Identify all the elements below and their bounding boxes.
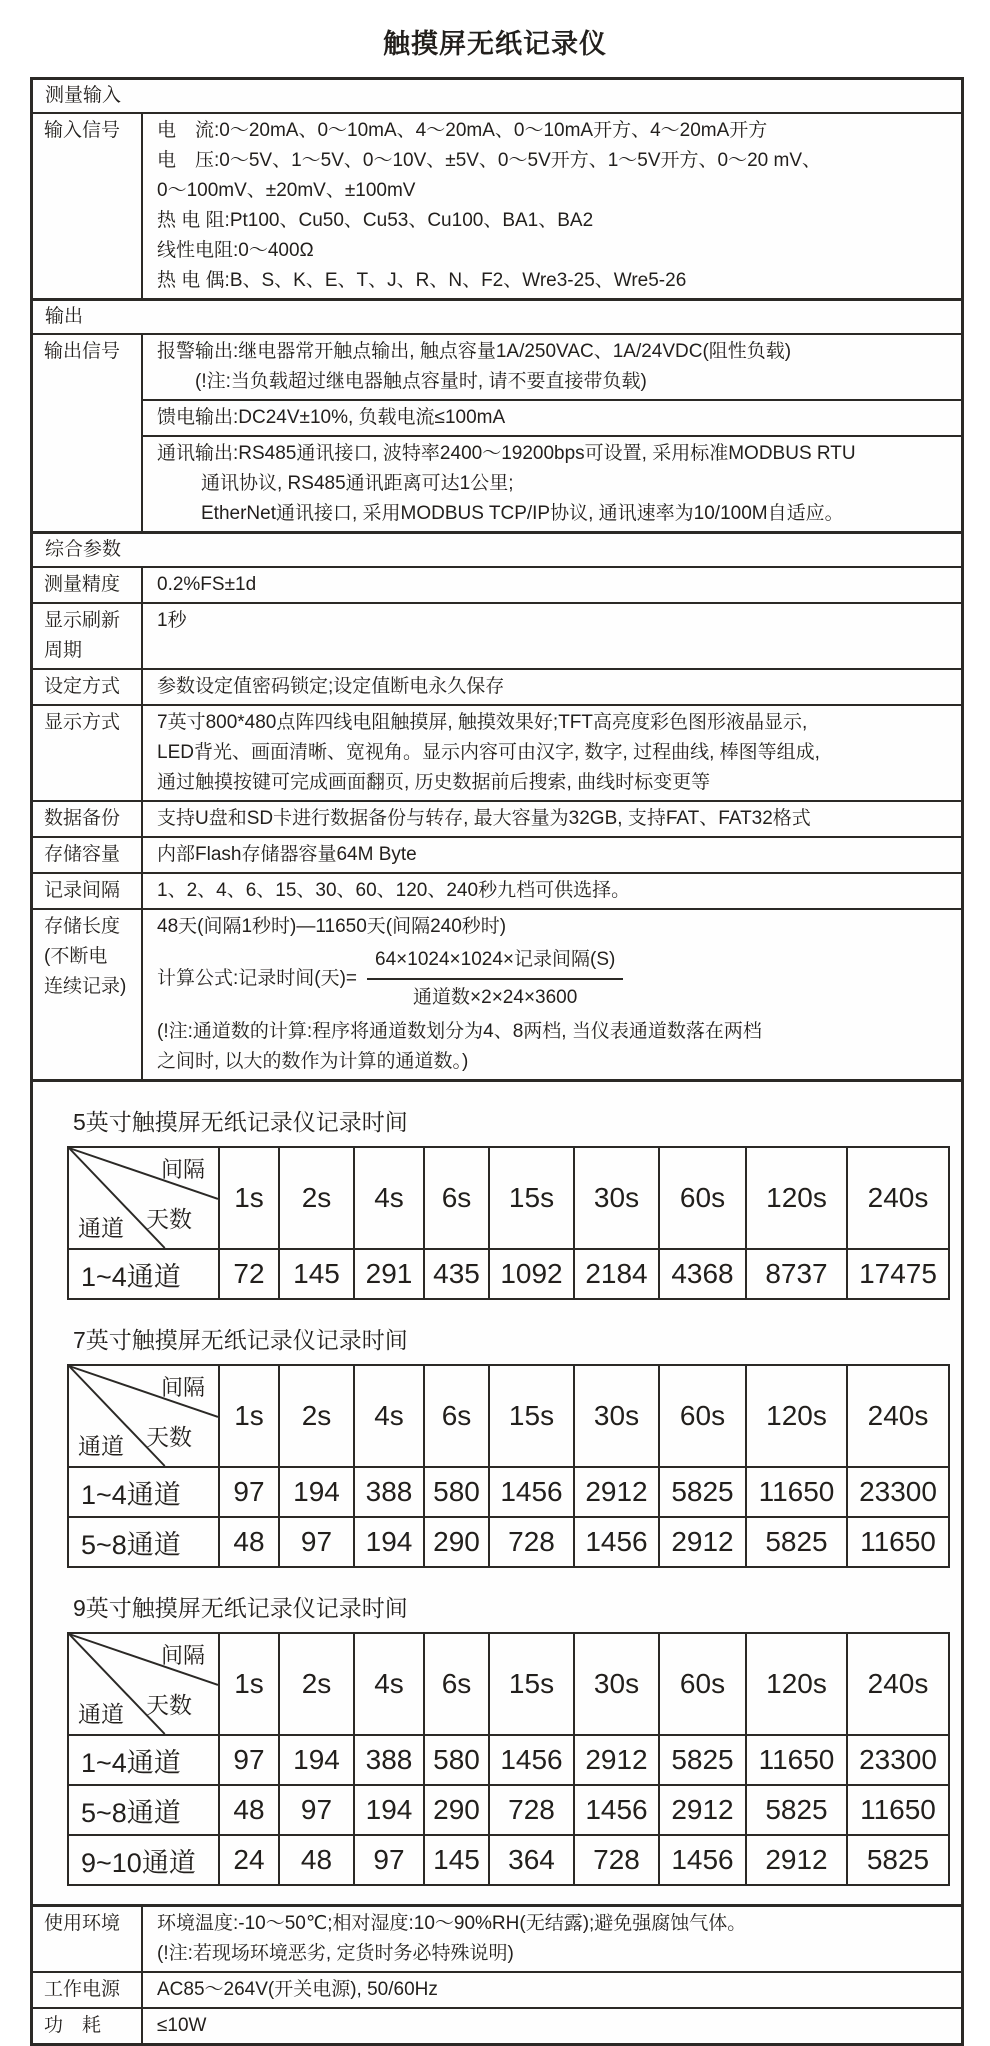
row-record-interval — [33, 872, 961, 908]
record-table-7inch — [67, 1364, 950, 1568]
spec-line: 通过触摸按键可完成画面翻页, 历史数据前后搜索, 曲线时标变更等 — [157, 772, 711, 793]
value-cell: 728 — [574, 1835, 659, 1885]
corner-header-cell — [68, 1365, 219, 1467]
interval-header: 4s — [354, 1147, 424, 1249]
spec-line: 馈电输出:DC24V±10%, 负载电流≤100mA — [157, 407, 506, 428]
corner-header-cell — [68, 1633, 219, 1735]
value-cell: 1456 — [489, 1467, 574, 1517]
spec-line: 线性电阻:0～400Ω — [157, 240, 314, 261]
value-cell: 48 — [219, 1785, 279, 1835]
value-cell: 290 — [424, 1517, 489, 1567]
row-value: 支持U盘和SD卡进行数据备份与转存, 最大容量为32GB, 支持FAT、FAT32格式 — [157, 808, 811, 829]
value-cell: 2912 — [574, 1735, 659, 1785]
row-label-line: (不断电 — [44, 946, 108, 967]
value-cell: 1456 — [574, 1785, 659, 1835]
interval-header: 240s — [847, 1147, 949, 1249]
value-cell: 2184 — [574, 1249, 659, 1299]
record-table-title-9inch: 9英寸触摸屏无纸记录仪记录时间 — [73, 1595, 408, 1621]
row-power-consumption — [33, 2007, 961, 2043]
row-label: 显示方式 — [33, 706, 143, 800]
interval-header: 1s — [219, 1365, 279, 1467]
row-setting-mode — [33, 668, 961, 704]
formula-fraction — [367, 945, 623, 1013]
corner-header-cell — [68, 1147, 219, 1249]
value-cell: 1456 — [574, 1517, 659, 1567]
interval-header: 4s — [354, 1633, 424, 1735]
spec-note-line: 之间时, 以大的数作为计算的通道数。) — [157, 1051, 469, 1072]
value-cell: 97 — [279, 1517, 354, 1567]
value-cell: 48 — [279, 1835, 354, 1885]
value-cell: 1456 — [659, 1835, 746, 1885]
row-label — [33, 604, 143, 668]
interval-header: 60s — [659, 1147, 746, 1249]
row-value: ≤10W — [157, 2015, 207, 2036]
row-label: 记录间隔 — [33, 874, 143, 908]
row-value: 参数设定值密码锁定;设定值断电永久保存 — [157, 676, 505, 697]
input-signal-content — [143, 114, 961, 298]
section-header-general-params — [33, 531, 961, 566]
spec-line: 通讯输出:RS485通讯接口, 波特率2400～19200bps可设置, 采用标准MODBUS RTU — [157, 443, 856, 464]
storage-length-range: 48天(间隔1秒时)—11650天(间隔240秒时) — [157, 916, 507, 937]
value-cell: 728 — [489, 1517, 574, 1567]
channel-label-cell: 1~4通道 — [68, 1735, 219, 1785]
interval-header: 1s — [219, 1147, 279, 1249]
spec-line: 电 流:0～20mA、0～10mA、4～20mA、0～10mA开方、4～20mA开方 — [157, 120, 768, 141]
storage-formula — [157, 945, 953, 1013]
record-table-title-5inch: 5英寸触摸屏无纸记录仪记录时间 — [73, 1109, 408, 1135]
record-table-5inch — [67, 1146, 950, 1300]
value-cell: 145 — [279, 1249, 354, 1299]
value-cell: 97 — [219, 1735, 279, 1785]
channel-label-cell: 5~8通道 — [68, 1785, 219, 1835]
interval-header: 6s — [424, 1633, 489, 1735]
row-label: 存储容量 — [33, 838, 143, 872]
row-display-mode — [33, 704, 961, 800]
value-cell: 194 — [354, 1785, 424, 1835]
output-signal-label: 输出信号 — [33, 335, 143, 531]
interval-header: 240s — [847, 1633, 949, 1735]
value-cell: 291 — [354, 1249, 424, 1299]
record-table-9inch — [67, 1632, 950, 1886]
row-value: 内部Flash存储器容量64M Byte — [157, 844, 417, 865]
record-row — [68, 1735, 949, 1785]
interval-header: 6s — [424, 1147, 489, 1249]
spec-line: 热 电 阻:Pt100、Cu50、Cu53、Cu100、BA1、BA2 — [157, 210, 594, 231]
interval-header: 60s — [659, 1633, 746, 1735]
value-cell: 5825 — [659, 1735, 746, 1785]
row-value: 1、2、4、6、15、30、60、120、240秒九档可供选择。 — [157, 880, 631, 901]
value-cell: 5825 — [659, 1467, 746, 1517]
row-data-backup — [33, 800, 961, 836]
interval-header: 4s — [354, 1365, 424, 1467]
corner-days-label: 天数 — [146, 1424, 192, 1450]
storage-length-content — [143, 910, 961, 1079]
spec-line: 环境温度:-10～50℃;相对湿度:10～90%RH(无结露);避免强腐蚀气体。 — [157, 1913, 747, 1934]
value-cell: 580 — [424, 1735, 489, 1785]
value-cell: 17475 — [847, 1249, 949, 1299]
row-label-line: 周期 — [44, 640, 83, 661]
value-cell: 435 — [424, 1249, 489, 1299]
interval-header: 120s — [746, 1365, 847, 1467]
record-row — [68, 1249, 949, 1299]
spec-note-line: (!注:当负载超过继电器触点容量时, 请不要直接带负载) — [195, 371, 647, 392]
value-cell: 5825 — [847, 1835, 949, 1885]
value-cell: 2912 — [574, 1467, 659, 1517]
record-row — [68, 1517, 949, 1567]
value-cell: 194 — [279, 1467, 354, 1517]
formula-numerator: 64×1024×1024×记录间隔(S) — [367, 945, 623, 980]
value-cell: 24 — [219, 1835, 279, 1885]
section-header-output — [33, 298, 961, 333]
corner-channel-label: 通道 — [78, 1215, 124, 1241]
value-cell: 728 — [489, 1785, 574, 1835]
value-cell: 2912 — [659, 1785, 746, 1835]
value-cell: 388 — [354, 1735, 424, 1785]
interval-header: 2s — [279, 1147, 354, 1249]
interval-header: 6s — [424, 1365, 489, 1467]
row-label: 使用环境 — [33, 1907, 143, 1971]
row-power-supply — [33, 1971, 961, 2007]
value-cell: 2912 — [746, 1835, 847, 1885]
value-cell: 1456 — [489, 1735, 574, 1785]
interval-header: 1s — [219, 1633, 279, 1735]
value-cell: 580 — [424, 1467, 489, 1517]
interval-header: 30s — [574, 1147, 659, 1249]
value-cell: 97 — [219, 1467, 279, 1517]
record-row — [68, 1467, 949, 1517]
spec-line: 报警输出:继电器常开触点输出, 触点容量1A/250VAC、1A/24VDC(阻性负载) — [157, 341, 792, 362]
channel-label-cell: 5~8通道 — [68, 1517, 219, 1567]
interval-header: 15s — [489, 1365, 574, 1467]
corner-interval-label: 间隔 — [160, 1157, 205, 1182]
value-cell: 194 — [279, 1735, 354, 1785]
feed-output-block — [143, 399, 961, 435]
row-label-line: 存储长度 — [44, 916, 121, 937]
value-cell: 72 — [219, 1249, 279, 1299]
spec-line: 0～100mV、±20mV、±100mV — [157, 180, 416, 201]
interval-header: 30s — [574, 1365, 659, 1467]
interval-header: 120s — [746, 1633, 847, 1735]
spec-line: LED背光、画面清晰、宽视角。显示内容可由汉字, 数字, 过程曲线, 棒图等组成, — [157, 742, 820, 763]
formula-denominator: 通道数×2×24×3600 — [413, 987, 578, 1008]
section-header-measure-input — [33, 80, 961, 112]
interval-header: 240s — [847, 1365, 949, 1467]
interval-header: 60s — [659, 1365, 746, 1467]
spec-line: 通讯协议, RS485通讯距离可达1公里; — [201, 473, 514, 494]
channel-label-cell: 1~4通道 — [68, 1467, 219, 1517]
value-cell: 8737 — [746, 1249, 847, 1299]
input-signal-label: 输入信号 — [33, 114, 143, 298]
value-cell: 23300 — [847, 1735, 949, 1785]
value-cell: 97 — [354, 1835, 424, 1885]
interval-header: 2s — [279, 1633, 354, 1735]
interval-header: 15s — [489, 1633, 574, 1735]
value-cell: 4368 — [659, 1249, 746, 1299]
record-tables-region — [33, 1079, 961, 1904]
row-environment — [33, 1904, 961, 1971]
interval-header: 30s — [574, 1633, 659, 1735]
formula-prefix: 计算公式:记录时间(天)= — [157, 968, 358, 989]
section-header-label: 综合参数 — [45, 539, 122, 560]
page-title: 触摸屏无纸记录仪 — [383, 29, 607, 59]
value-cell: 388 — [354, 1467, 424, 1517]
value-cell: 11650 — [746, 1735, 847, 1785]
spec-line: 7英寸800*480点阵四线电阻触摸屏, 触摸效果好;TFT高亮度彩色图形液晶显示, — [157, 712, 808, 733]
value-cell: 5825 — [746, 1785, 847, 1835]
section-header-label: 输出 — [45, 306, 84, 327]
value-cell: 194 — [354, 1517, 424, 1567]
alarm-output-block — [143, 335, 961, 399]
record-row — [68, 1785, 949, 1835]
comm-output-block — [143, 435, 961, 531]
spec-note-line: (!注:若现场环境恶劣, 定货时务必特殊说明) — [157, 1943, 514, 1964]
row-measure-accuracy — [33, 566, 961, 602]
spec-line: 热 电 偶:B、S、K、E、T、J、R、N、F2、Wre3-25、Wre5-26 — [157, 270, 687, 291]
value-cell: 364 — [489, 1835, 574, 1885]
row-value: 0.2%FS±1d — [157, 574, 257, 595]
row-display-refresh — [33, 602, 961, 668]
value-cell: 1092 — [489, 1249, 574, 1299]
row-value: 1秒 — [157, 610, 187, 631]
record-table-header-row — [68, 1633, 949, 1735]
corner-days-label: 天数 — [146, 1206, 192, 1232]
spec-table — [30, 77, 964, 2046]
value-cell: 11650 — [746, 1467, 847, 1517]
record-table-header-row — [68, 1365, 949, 1467]
value-cell: 11650 — [847, 1517, 949, 1567]
row-storage-capacity — [33, 836, 961, 872]
value-cell: 2912 — [659, 1517, 746, 1567]
environment-content — [143, 1907, 961, 1971]
value-cell: 5825 — [746, 1517, 847, 1567]
section-header-label: 测量输入 — [45, 85, 122, 106]
value-cell: 11650 — [847, 1785, 949, 1835]
row-storage-length — [33, 908, 961, 1079]
row-label: 数据备份 — [33, 802, 143, 836]
row-label: 测量精度 — [33, 568, 143, 602]
output-signal-content — [143, 335, 961, 531]
value-cell: 48 — [219, 1517, 279, 1567]
row-label: 设定方式 — [33, 670, 143, 704]
interval-header: 15s — [489, 1147, 574, 1249]
spec-note-line: (!注:通道数的计算:程序将通道数划分为4、8两档, 当仪表通道数落在两档 — [157, 1021, 762, 1042]
corner-channel-label: 通道 — [78, 1701, 124, 1727]
channel-label-cell: 9~10通道 — [68, 1835, 219, 1885]
corner-interval-label: 间隔 — [160, 1643, 205, 1668]
spec-line: 电 压:0～5V、1～5V、0～10V、±5V、0～5V开方、1～5V开方、0～20 mV、 — [157, 150, 822, 171]
corner-interval-label: 间隔 — [160, 1375, 205, 1400]
spec-line: EtherNet通讯接口, 采用MODBUS TCP/IP协议, 通讯速率为10/100M自适应。 — [201, 503, 844, 524]
row-input-signal — [33, 112, 961, 298]
value-cell: 97 — [279, 1785, 354, 1835]
interval-header: 2s — [279, 1365, 354, 1467]
interval-header: 120s — [746, 1147, 847, 1249]
corner-channel-label: 通道 — [78, 1433, 124, 1459]
row-label: 功 耗 — [33, 2009, 143, 2043]
row-label: 工作电源 — [33, 1973, 143, 2007]
corner-days-label: 天数 — [146, 1692, 192, 1718]
record-row — [68, 1835, 949, 1885]
row-label-line: 显示刷新 — [44, 610, 121, 631]
record-table-title-7inch: 7英寸触摸屏无纸记录仪记录时间 — [73, 1327, 408, 1353]
value-cell: 145 — [424, 1835, 489, 1885]
record-table-header-row — [68, 1147, 949, 1249]
value-cell: 290 — [424, 1785, 489, 1835]
value-cell: 23300 — [847, 1467, 949, 1517]
row-label-line: 连续记录) — [44, 976, 127, 997]
display-mode-content — [143, 706, 961, 800]
row-output-signal — [33, 333, 961, 531]
row-value: AC85～264V(开关电源), 50/60Hz — [157, 1979, 438, 2000]
channel-label-cell: 1~4通道 — [68, 1249, 219, 1299]
row-label — [33, 910, 143, 1079]
